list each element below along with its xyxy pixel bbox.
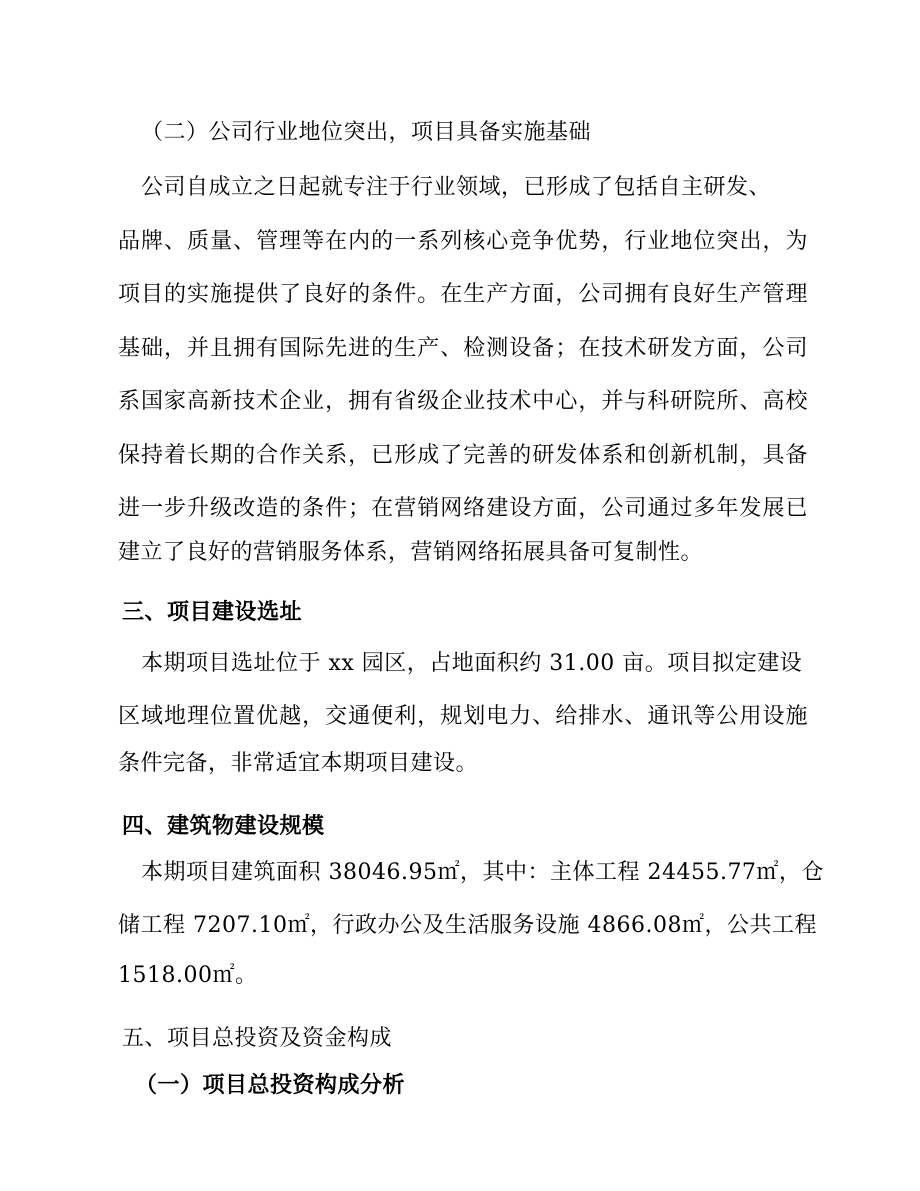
paragraph-line: 项目的实施提供了良好的条件。在生产方面，公司拥有良好生产管理: [118, 282, 808, 307]
paragraph-line: 条件完备，非常适宜本期项目建设。: [118, 751, 479, 776]
paragraph-line: 本期项目建筑面积 38046.95㎡，其中：主体工程 24455.77㎡，仓: [141, 860, 824, 885]
paragraph-line: 储工程 7207.10㎡，行政办公及生活服务设施 4866.08㎡，公共工程: [118, 913, 817, 938]
section-heading-company-position: （二）公司行业地位突出，项目具备实施基础: [141, 120, 592, 145]
paragraph-line: 公司自成立之日起就专注于行业领域，已形成了包括自主研发、: [141, 175, 772, 200]
paragraph-line: 本期项目选址位于 xx 园区，占地面积约 31.00 亩。项目拟定建设: [141, 651, 803, 676]
subsection-heading-investment-analysis: （一）项目总投资构成分析: [135, 1072, 406, 1098]
paragraph-line: 保持着长期的合作关系，已形成了完善的研发体系和创新机制，具备: [118, 443, 808, 468]
section-heading-building-scale: 四、建筑物建设规模: [122, 813, 325, 839]
paragraph-line: 建立了良好的营销服务体系，营销网络拓展具备可复制性。: [118, 540, 704, 565]
paragraph-line: 系国家高新技术企业，拥有省级企业技术中心，并与科研院所、高校: [118, 389, 808, 414]
paragraph-line: 品牌、质量、管理等在内的一系列核心竞争优势，行业地位突出，为: [118, 229, 808, 254]
paragraph-line: 基础，并且拥有国际先进的生产、检测设备；在技术研发方面，公司: [118, 336, 808, 361]
paragraph-line: 1518.00㎡。: [118, 963, 258, 988]
section-heading-site-selection: 三、项目建设选址: [122, 599, 303, 625]
paragraph-line: 区域地理位置优越，交通便利，规划电力、给排水、通讯等公用设施: [118, 704, 808, 729]
section-heading-total-investment: 五、项目总投资及资金构成: [122, 1026, 393, 1051]
paragraph-line: 进一步升级改造的条件；在营销网络建设方面，公司通过多年发展已: [118, 496, 808, 521]
